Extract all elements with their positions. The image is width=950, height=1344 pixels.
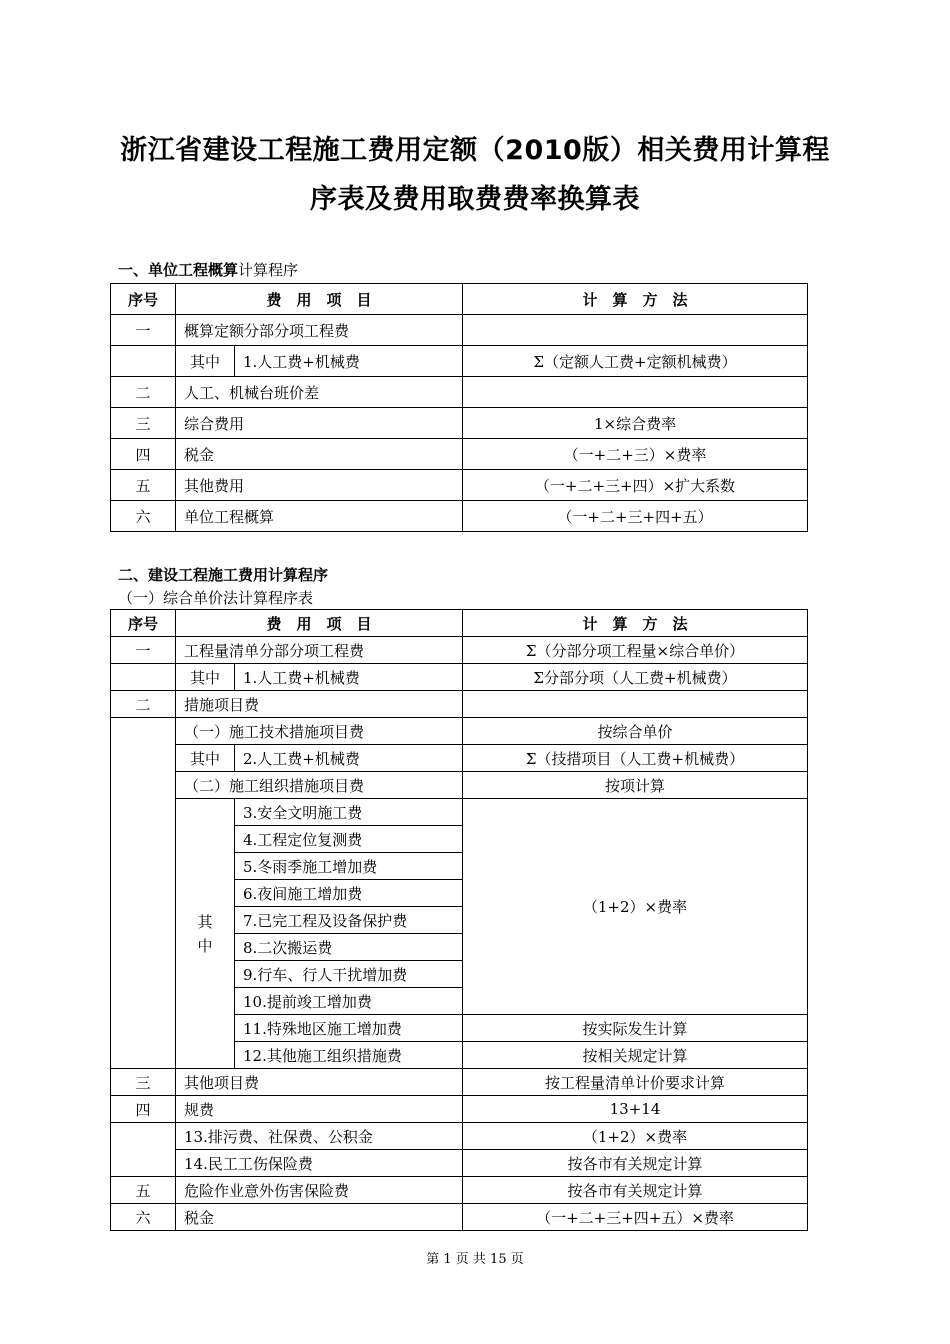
row-sub-label: 其中 (176, 745, 235, 772)
row-no: 三 (111, 1069, 176, 1096)
row-method: Σ分部分项（人工费+机械费） (463, 664, 808, 691)
row-item: 其他费用 (176, 470, 463, 501)
table-row (111, 772, 808, 799)
table-row (111, 1204, 808, 1231)
row-item: 规费 (176, 1096, 463, 1123)
qizhong-text: 其 中 (197, 912, 213, 955)
row-method: 按各市有关规定计算 (463, 1177, 808, 1204)
row-sub-label: 其中 (176, 346, 235, 377)
section2-heading (118, 564, 328, 585)
row-method: 1×综合费率 (463, 408, 808, 439)
row-item: 12.其他施工组织措施费 (235, 1042, 463, 1069)
row-item: 概算定额分部分项工程费 (176, 315, 463, 346)
qizhong-vertical-label (176, 799, 235, 1069)
table-header-row (111, 610, 808, 637)
table-row (111, 691, 808, 718)
row-item: 2.人工费+机械费 (235, 745, 463, 772)
row-no: 五 (111, 470, 176, 501)
header-no: 序号 (111, 610, 176, 637)
row-method (463, 691, 808, 718)
row-no (111, 346, 176, 377)
row-method: （1+2）×费率 (463, 1123, 808, 1150)
table-row (111, 470, 808, 501)
row-item: 1.人工费+机械费 (235, 346, 463, 377)
row-no: 四 (111, 1096, 176, 1123)
section1-heading-bold: 一、单位工程概算 (118, 261, 239, 279)
row-item: 税金 (176, 439, 463, 470)
row-no: 二 (111, 691, 176, 718)
construction-fee-table (110, 609, 808, 1231)
row-no-merged (111, 1123, 176, 1177)
row-method: （一+二+三）×费率 (463, 439, 808, 470)
row-no: 六 (111, 1204, 176, 1231)
row-item: 税金 (176, 1204, 463, 1231)
row-method (463, 315, 808, 346)
table-row (111, 1069, 808, 1096)
row-method: Σ（技措项目（人工费+机械费） (463, 745, 808, 772)
row-no (111, 664, 176, 691)
header-item: 费 用 项 目 (176, 610, 463, 637)
header-method: 计 算 方 法 (463, 284, 808, 315)
table-row (111, 637, 808, 664)
row-item: 其他项目费 (176, 1069, 463, 1096)
row-method: （一+二+三+四+五）×费率 (463, 1204, 808, 1231)
table-row (111, 346, 808, 377)
table-row (111, 377, 808, 408)
row-item: 7.已完工程及设备保护费 (235, 907, 463, 934)
row-item: （一）施工技术措施项目费 (176, 718, 463, 745)
row-method: （一+二+三+四+五） (463, 501, 808, 532)
row-method-merged: （1+2）×费率 (463, 799, 808, 1015)
row-item: 3.安全文明施工费 (235, 799, 463, 826)
header-method: 计 算 方 法 (463, 610, 808, 637)
row-item: 5.冬雨季施工增加费 (235, 853, 463, 880)
table-row (111, 718, 808, 745)
row-item: 人工、机械台班价差 (176, 377, 463, 408)
row-item: 10.提前竣工增加费 (235, 988, 463, 1015)
table-row (111, 1096, 808, 1123)
table-row (111, 1150, 808, 1177)
table-row (111, 1177, 808, 1204)
row-item: 4.工程定位复测费 (235, 826, 463, 853)
section2-heading-text: 二、建设工程施工费用计算程序 (118, 566, 329, 584)
row-no: 四 (111, 439, 176, 470)
row-method: 按工程量清单计价要求计算 (463, 1069, 808, 1096)
row-no: 一 (111, 637, 176, 664)
row-no: 二 (111, 377, 176, 408)
table-row (111, 439, 808, 470)
row-method: 按项计算 (463, 772, 808, 799)
page-footer: 第 1 页 共 15 页 (426, 1252, 524, 1267)
table-row (111, 664, 808, 691)
row-item: 1.人工费+机械费 (235, 664, 463, 691)
document-title-line1: 浙江省建设工程施工费用定额（2010版）相关费用计算程 (120, 135, 830, 166)
row-item: 工程量清单分部分项工程费 (176, 637, 463, 664)
row-method: 按相关规定计算 (463, 1042, 808, 1069)
row-no-merged (111, 718, 176, 1069)
table-row (111, 1123, 808, 1150)
row-item: （二）施工组织措施项目费 (176, 772, 463, 799)
row-method: 按各市有关规定计算 (463, 1150, 808, 1177)
header-no: 序号 (111, 284, 176, 315)
row-no: 一 (111, 315, 176, 346)
row-method: Σ（定额人工费+定额机械费） (463, 346, 808, 377)
row-item: 9.行车、行人干扰增加费 (235, 961, 463, 988)
table-row (111, 408, 808, 439)
row-no: 三 (111, 408, 176, 439)
row-item: 13.排污费、社保费、公积金 (176, 1123, 463, 1150)
row-sub-label: 其中 (176, 664, 235, 691)
row-item: 11.特殊地区施工增加费 (235, 1015, 463, 1042)
table-row (111, 501, 808, 532)
row-item: 14.民工工伤保险费 (176, 1150, 463, 1177)
row-item: 危险作业意外伤害保险费 (176, 1177, 463, 1204)
row-item: 措施项目费 (176, 691, 463, 718)
row-method: 按综合单价 (463, 718, 808, 745)
document-title-line2: 序表及费用取费费率换算表 (310, 184, 640, 215)
section1-heading-rest: 计算程序 (238, 261, 299, 279)
table-header-row (111, 284, 808, 315)
section1-heading (118, 259, 298, 280)
row-method: （一+二+三+四）×扩大系数 (463, 470, 808, 501)
row-method: 按实际发生计算 (463, 1015, 808, 1042)
row-item: 综合费用 (176, 408, 463, 439)
table-row (111, 799, 808, 826)
table-row (111, 745, 808, 772)
row-item: 6.夜间施工增加费 (235, 880, 463, 907)
table-row (111, 315, 808, 346)
row-no: 六 (111, 501, 176, 532)
row-method: Σ（分部分项工程量×综合单价） (463, 637, 808, 664)
row-method: 13+14 (463, 1096, 808, 1123)
section2-subheading: （一）综合单价法计算程序表 (118, 589, 314, 607)
row-method (463, 377, 808, 408)
row-item: 单位工程概算 (176, 501, 463, 532)
unit-estimate-table (110, 283, 808, 532)
row-item: 8.二次搬运费 (235, 934, 463, 961)
header-item: 费 用 项 目 (176, 284, 463, 315)
row-no: 五 (111, 1177, 176, 1204)
